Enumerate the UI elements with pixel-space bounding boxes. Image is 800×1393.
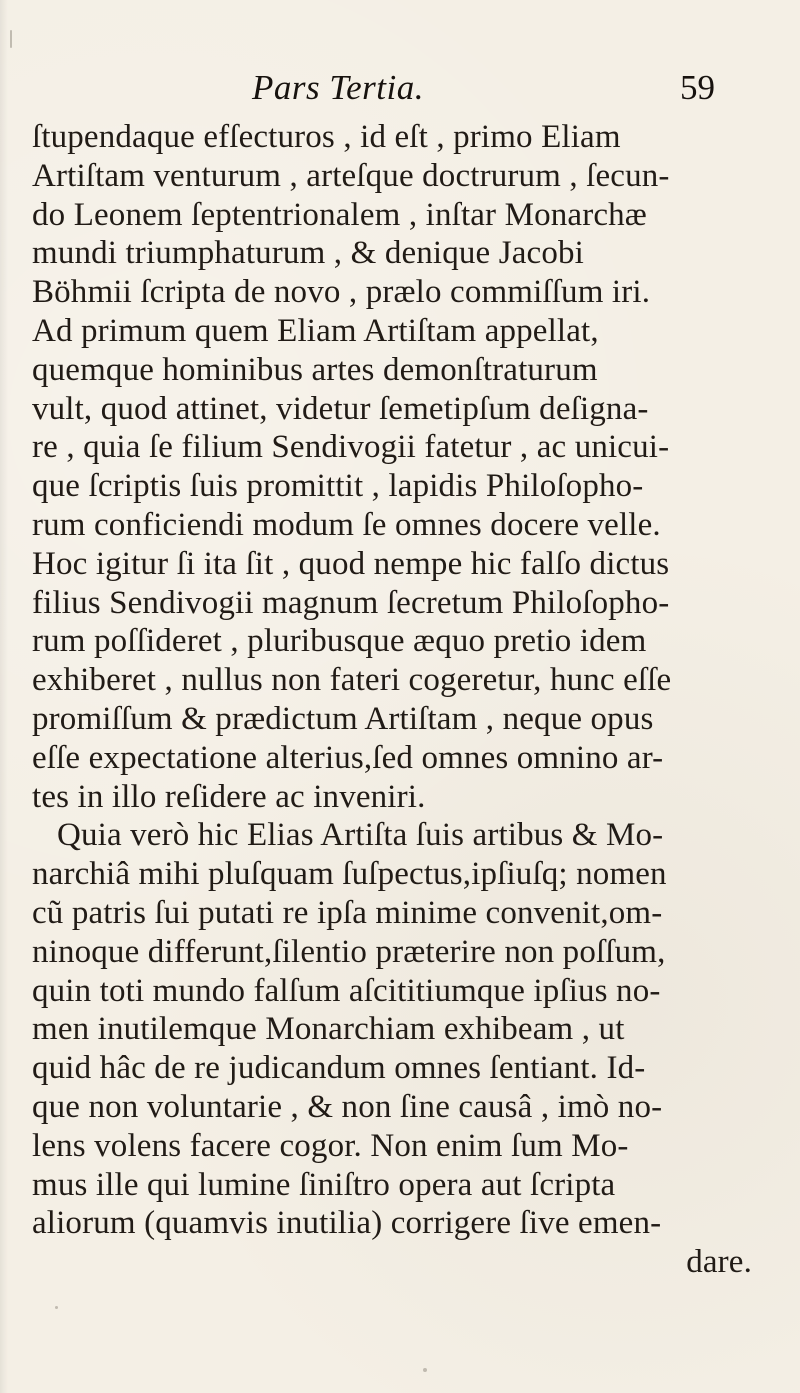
paper-speck: [55, 1306, 58, 1309]
paper-speck: [10, 30, 12, 48]
text-line-11: rum conficiendi modum ſe omnes docere velle.: [32, 506, 661, 543]
page-gutter-shadow: [0, 0, 8, 1393]
text-line-16: promiſſum & prædictum Artiſtam , neque opus: [32, 700, 654, 737]
text-line-8: vult, quod attinet, videtur ſemetipſum deſigna-: [32, 390, 649, 427]
text-line-22: ninoque differunt,ſilentio præterire non poſſum,: [32, 933, 666, 970]
text-line-9: re , quia ſe filium Sendivogii fatetur , ac unicui-: [32, 429, 670, 466]
text-line-2: Artiſtam venturum , arteſque doctrurum , ſecun-: [32, 157, 670, 194]
text-line-3: do Leonem ſeptentrionalem , inſtar Monarchæ: [32, 196, 647, 233]
text-line-4: mundi triumphaturum , & denique Jacobi: [32, 235, 584, 272]
running-head: [0, 68, 800, 108]
text-line-7: quemque hominibus artes demonſtraturum: [32, 351, 598, 388]
text-line-27: lens volens facere cogor. Non enim ſum Mo-: [32, 1127, 629, 1164]
page-number: 59: [680, 68, 715, 107]
text-line-30: dare.: [686, 1244, 752, 1281]
text-line-13: filius Sendivogii magnum ſecretum Philoſopho-: [32, 584, 670, 621]
text-line-29: aliorum (quamvis inutilia) corrigere ſive emen-: [32, 1205, 662, 1242]
text-line-20: narchiâ mihi pluſquam ſuſpectus,ipſiuſq; nomen: [32, 856, 667, 893]
text-line-15: exhiberet , nullus non fateri cogeretur, hunc eſſe: [32, 662, 672, 699]
text-line-26: que non voluntarie , & non ſine causâ , imò no-: [32, 1088, 663, 1125]
body-text: [32, 118, 772, 1282]
text-line-24: men inutilemque Monarchiam exhibeam , ut: [32, 1011, 625, 1048]
text-line-23: quin toti mundo falſum aſcititiumque ipſius no-: [32, 972, 661, 1009]
text-line-1: ſtupendaque efſecturos , id eſt , primo Eliam: [32, 119, 621, 155]
text-line-28: mus ille qui lumine ſiniſtro opera aut ſcripta: [32, 1166, 616, 1203]
text-line-10: que ſcriptis ſuis promittit , lapidis Philoſopho-: [32, 468, 644, 505]
text-line-5: Böhmii ſcripta de novo , prælo commiſſum iri.: [32, 274, 651, 311]
running-title: Pars Tertia.: [252, 68, 424, 107]
text-line-18: tes in illo reſidere ac inveniri.: [32, 778, 426, 815]
text-line-25: quid hâc de re judicandum omnes ſentiant. Id-: [32, 1050, 646, 1087]
text-line-6: Ad primum quem Eliam Artiſtam appellat,: [32, 312, 599, 349]
text-line-14: rum poſſideret , pluribusque æquo pretio idem: [32, 623, 647, 660]
text-line-19: Quia verò hic Elias Artiſta ſuis artibus & Mo-: [57, 817, 664, 854]
text-line-12: Hoc igitur ſi ita ſit , quod nempe hic falſo dictus: [32, 545, 670, 582]
paper-speck: [423, 1368, 427, 1372]
text-line-21: cũ patris ſui putati re ipſa minime convenit,om-: [32, 894, 663, 931]
text-line-17: eſſe expectatione alterius,ſed omnes omnino ar-: [32, 739, 664, 776]
